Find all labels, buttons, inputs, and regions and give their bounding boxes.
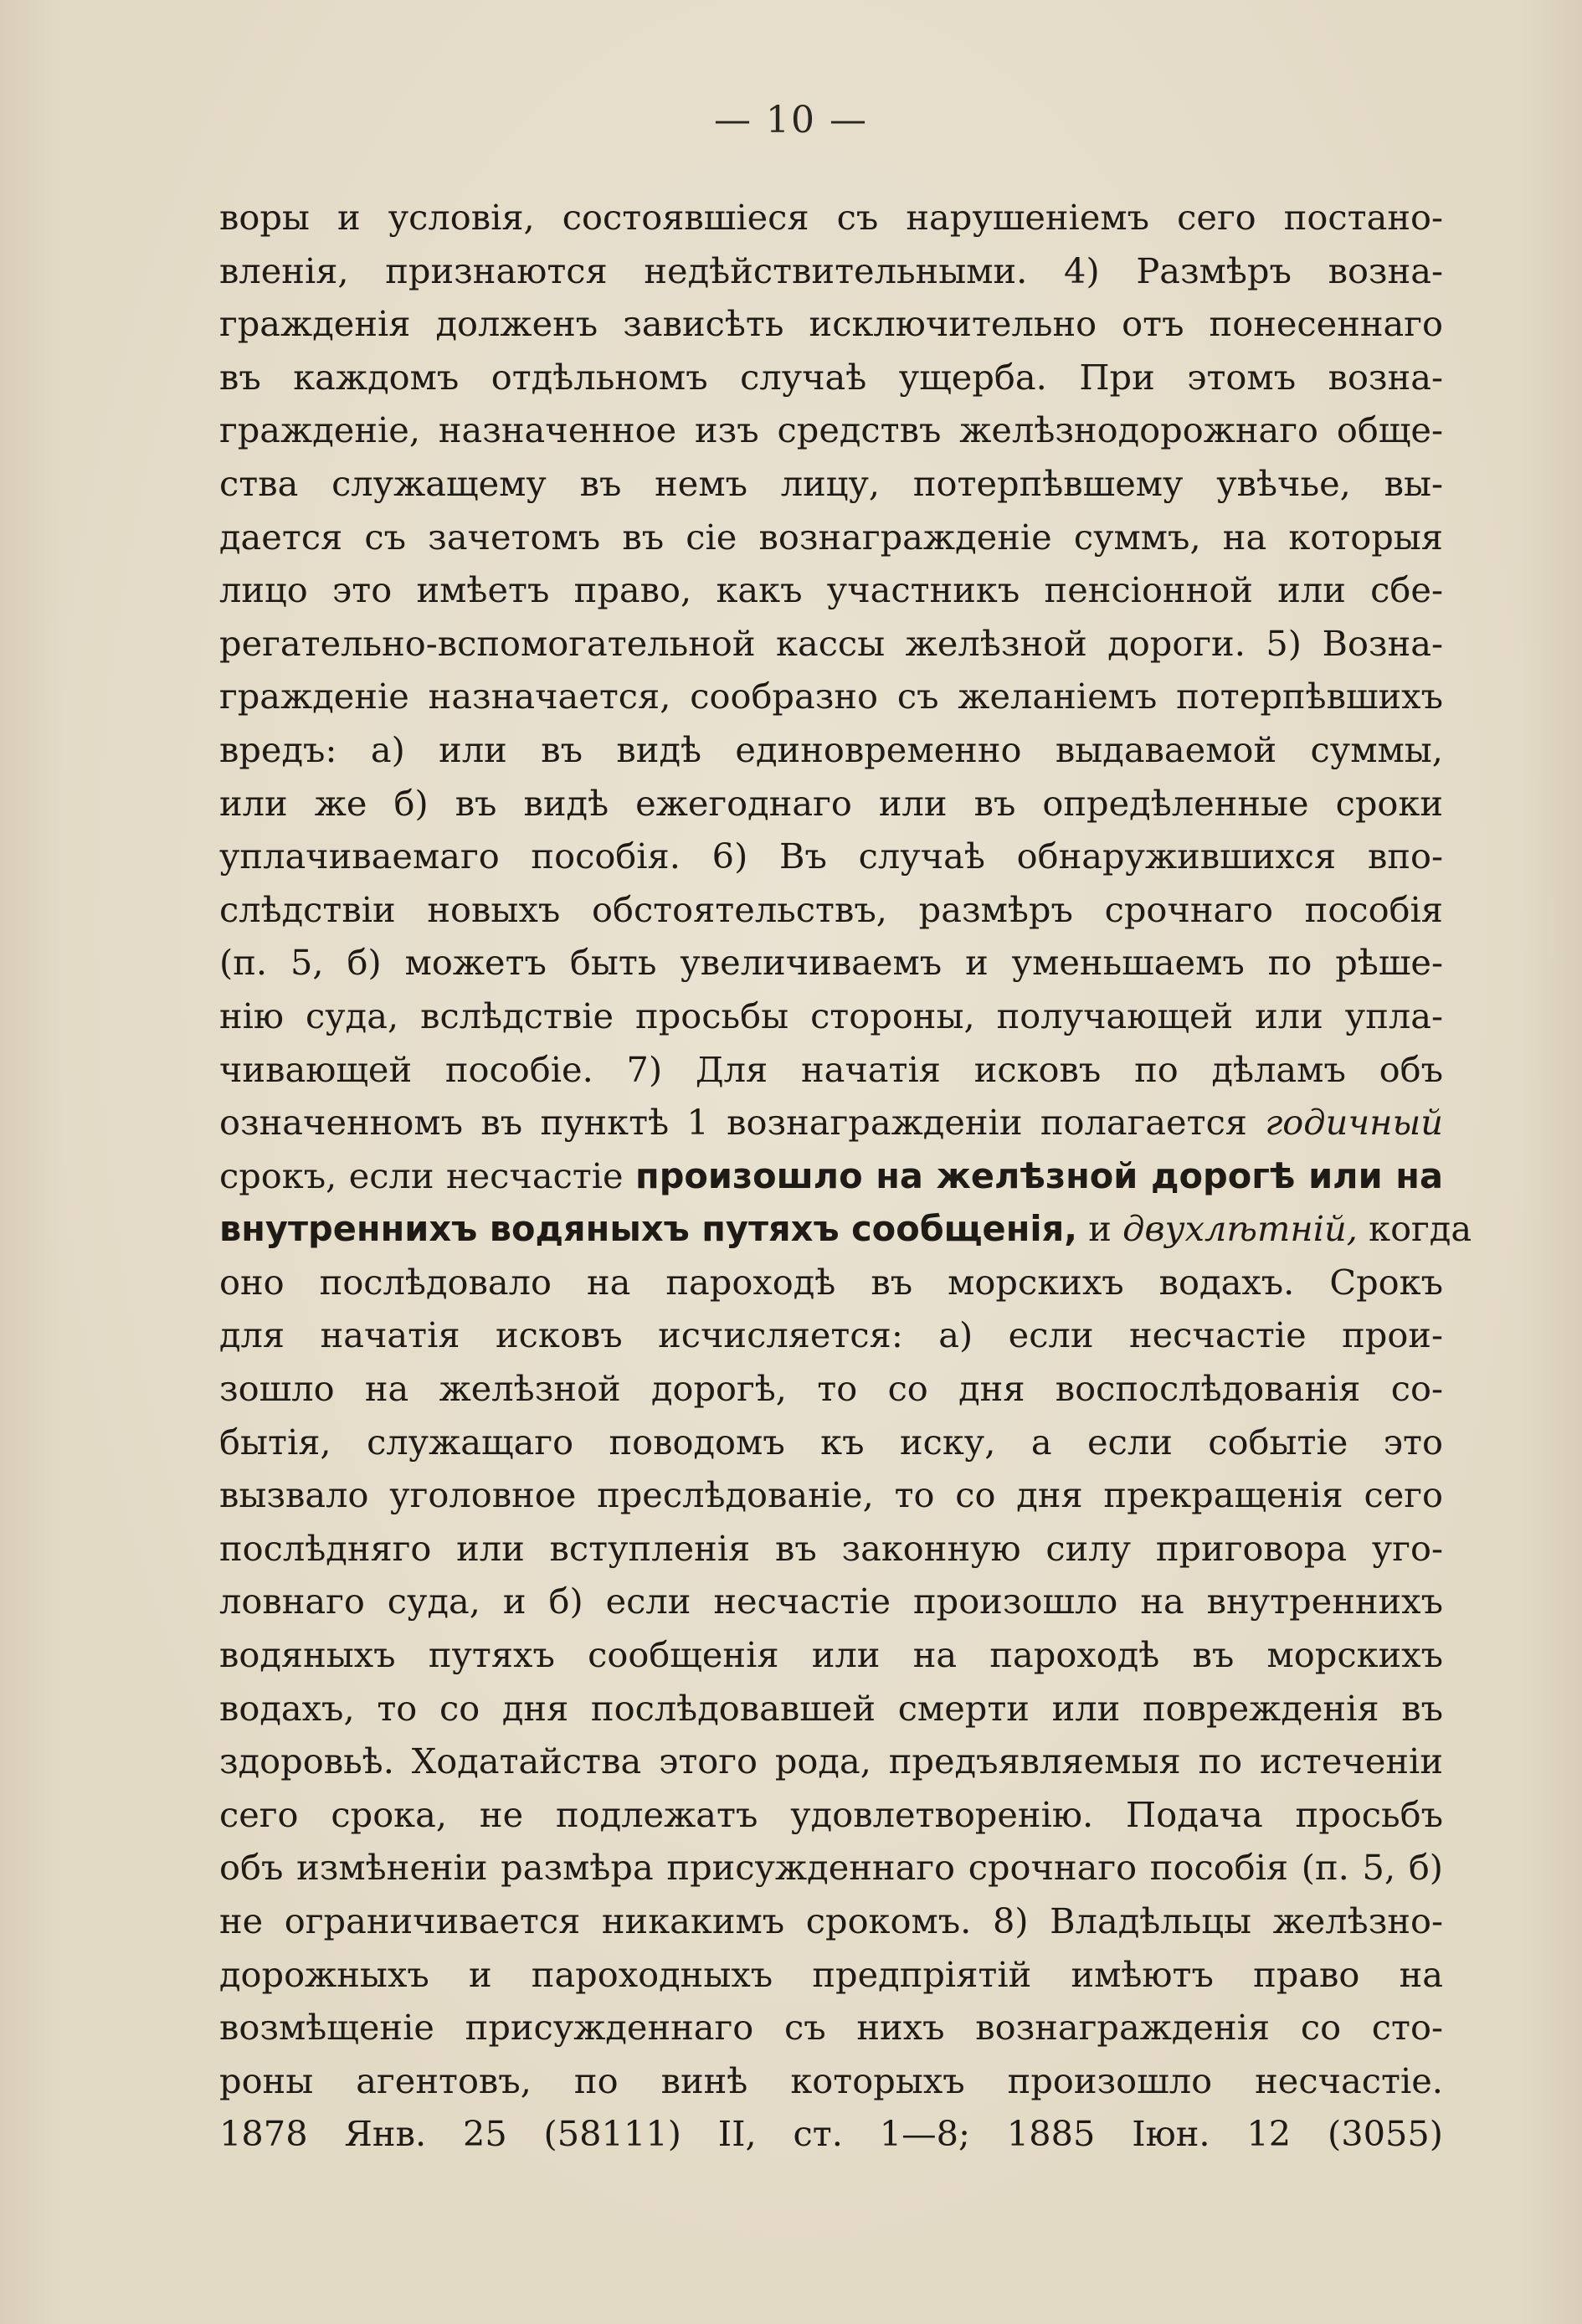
text-segment: въ каждомъ отдѣльномъ случаѣ ущерба. При этомъ возна-: [219, 356, 1443, 398]
text-segment: и: [1077, 1208, 1123, 1250]
text-segment: водяныхъ путяхъ сообщенія или на пароходѣ въ морскихъ: [219, 1634, 1443, 1676]
text-segment: водахъ, то со дня послѣдовавшей смерти или поврежденія въ: [219, 1687, 1443, 1729]
text-segment: не ограничивается никакимъ срокомъ. 8) Владѣльцы желѣзно-: [219, 1900, 1443, 1941]
text-line: [219, 2107, 1443, 2161]
text-line: [219, 883, 1443, 937]
text-line: [219, 830, 1443, 883]
italic-text: годичный: [1265, 1102, 1443, 1144]
text-segment: гражденіе назначается, сообразно съ желаніемъ потерпѣвшихъ: [219, 676, 1443, 717]
text-line: [219, 1468, 1443, 1522]
text-line: [219, 1256, 1443, 1309]
text-segment: зошло на желѣзной дорогѣ, то со дня воспослѣдованія со-: [219, 1368, 1443, 1410]
text-line: [219, 2054, 1443, 2108]
text-segment: чивающей пособіе. 7) Для начатія исковъ по дѣламъ объ: [219, 1048, 1443, 1090]
text-segment: лицо это имѣетъ право, какъ участникъ пенсіонной или сбе-: [219, 569, 1443, 611]
text-line: [219, 1895, 1443, 1948]
text-segment: воры и условія, состоявшіеся съ нарушеніемъ сего постано-: [219, 197, 1443, 238]
text-line: [219, 457, 1443, 511]
text-line: [219, 1788, 1443, 1842]
text-segment: или же б) въ видѣ ежегоднаго или въ опредѣленные сроки: [219, 782, 1443, 824]
text-line: [219, 244, 1443, 298]
text-segment: регательно-вспомогательной кассы желѣзной дороги. 5) Возна-: [219, 622, 1443, 664]
text-segment: ства служащему въ немъ лицу, потерпѣвшему увѣчье, вы-: [219, 462, 1443, 504]
text-segment: нію суда, вслѣдствіе просьбы стороны, получающей или упла-: [219, 995, 1443, 1036]
text-segment: вленія, признаются недѣйствительными. 4) Размѣръ возна-: [219, 249, 1443, 291]
text-line: [219, 777, 1443, 830]
text-segment: гражденія долженъ зависѣть исключительно отъ понесеннаго: [219, 303, 1443, 345]
italic-text: двухлѣтній,: [1122, 1208, 1358, 1250]
text-segment: слѣдствіи новыхъ обстоятельствъ, размѣръ срочнаго пособія: [219, 888, 1443, 930]
text-line: [219, 1202, 1472, 1256]
page-number: — 10 —: [714, 99, 868, 141]
text-line: [219, 404, 1443, 457]
text-segment: для начатія исковъ исчисляется: а) если несчастіе прои-: [219, 1314, 1443, 1356]
text-line: [219, 1735, 1443, 1788]
text-segment: когда: [1357, 1208, 1472, 1250]
text-line: [219, 1096, 1443, 1149]
text-line: [219, 617, 1443, 671]
bold-text: внутреннихъ водяныхъ путяхъ сообщенія,: [219, 1208, 1078, 1250]
text-line: [219, 723, 1443, 777]
text-segment: послѣдняго или вступленія въ законную силу приговора уго-: [219, 1527, 1443, 1569]
text-segment: объ измѣненіи размѣра присужденнаго срочнаго пособія (п. 5, б): [219, 1847, 1443, 1889]
text-line: [219, 1149, 1443, 1203]
bold-text: произошло на желѣзной дорогѣ или на: [635, 1154, 1443, 1196]
text-segment: оно послѣдовало на пароходѣ въ морскихъ водахъ. Срокъ: [219, 1261, 1443, 1303]
text-segment: здоровьѣ. Ходатайства этого рода, предъявляемыя по истеченіи: [219, 1740, 1443, 1782]
text-line: [219, 191, 1443, 244]
text-segment: возмѣщеніе присужденнаго съ нихъ вознагражденія со сто-: [219, 2007, 1443, 2049]
text-segment: сего срока, не подлежатъ удовлетворенію. Подача просьбъ: [219, 1793, 1443, 1835]
text-segment: (п. 5, б) можетъ быть увеличиваемъ и уменьшаемъ по рѣше-: [219, 942, 1443, 984]
text-segment: уплачиваемаго пособія. 6) Въ случаѣ обнаружившихся впо-: [219, 836, 1443, 877]
text-line: [219, 670, 1443, 723]
text-line: [219, 2001, 1443, 2054]
text-segment: вредъ: а) или въ видѣ единовременно выдаваемой суммы,: [219, 728, 1443, 770]
text-line: [219, 1841, 1443, 1895]
text-segment: означенномъ въ пунктѣ 1 вознагражденіи полагается: [219, 1102, 1266, 1144]
text-line: [219, 1522, 1443, 1576]
text-line: [219, 1682, 1443, 1735]
text-line: [219, 351, 1443, 404]
text-segment: срокъ, если несчастіе: [219, 1154, 636, 1196]
text-line: [219, 936, 1443, 990]
text-segment: 1878 Янв. 25 (58111) II, ст. 1—8; 1885 Іюн. 12 (3055): [219, 2113, 1443, 2155]
text-segment: бытія, служащаго поводомъ къ иску, а если событіе это: [219, 1421, 1443, 1463]
text-line: [219, 1309, 1443, 1362]
text-line: [219, 511, 1443, 564]
text-line: [219, 1043, 1443, 1097]
text-segment: гражденіе, назначенное изъ средствъ желѣзнодорожнаго обще-: [219, 409, 1443, 451]
text-line: [219, 1948, 1443, 2002]
text-segment: дорожныхъ и пароходныхъ предпріятій имѣютъ право на: [219, 1953, 1443, 1995]
text-segment: роны агентовъ, по винѣ которыхъ произошло несчастіе.: [219, 2059, 1443, 2101]
text-line: [219, 990, 1443, 1043]
text-line: [219, 1628, 1443, 1682]
text-line: [219, 1416, 1443, 1469]
text-segment: вызвало уголовное преслѣдованіе, то со дня прекращенія сего: [219, 1474, 1443, 1516]
text-segment: ловнаго суда, и б) если несчастіе произошло на внутреннихъ: [219, 1581, 1443, 1622]
text-line: [219, 297, 1443, 351]
body-text: [219, 191, 1472, 2161]
text-line: [219, 1362, 1443, 1416]
text-line: [219, 1575, 1443, 1628]
text-segment: дается съ зачетомъ въ сіе вознагражденіе суммъ, на которыя: [219, 516, 1443, 558]
text-line: [219, 563, 1443, 617]
